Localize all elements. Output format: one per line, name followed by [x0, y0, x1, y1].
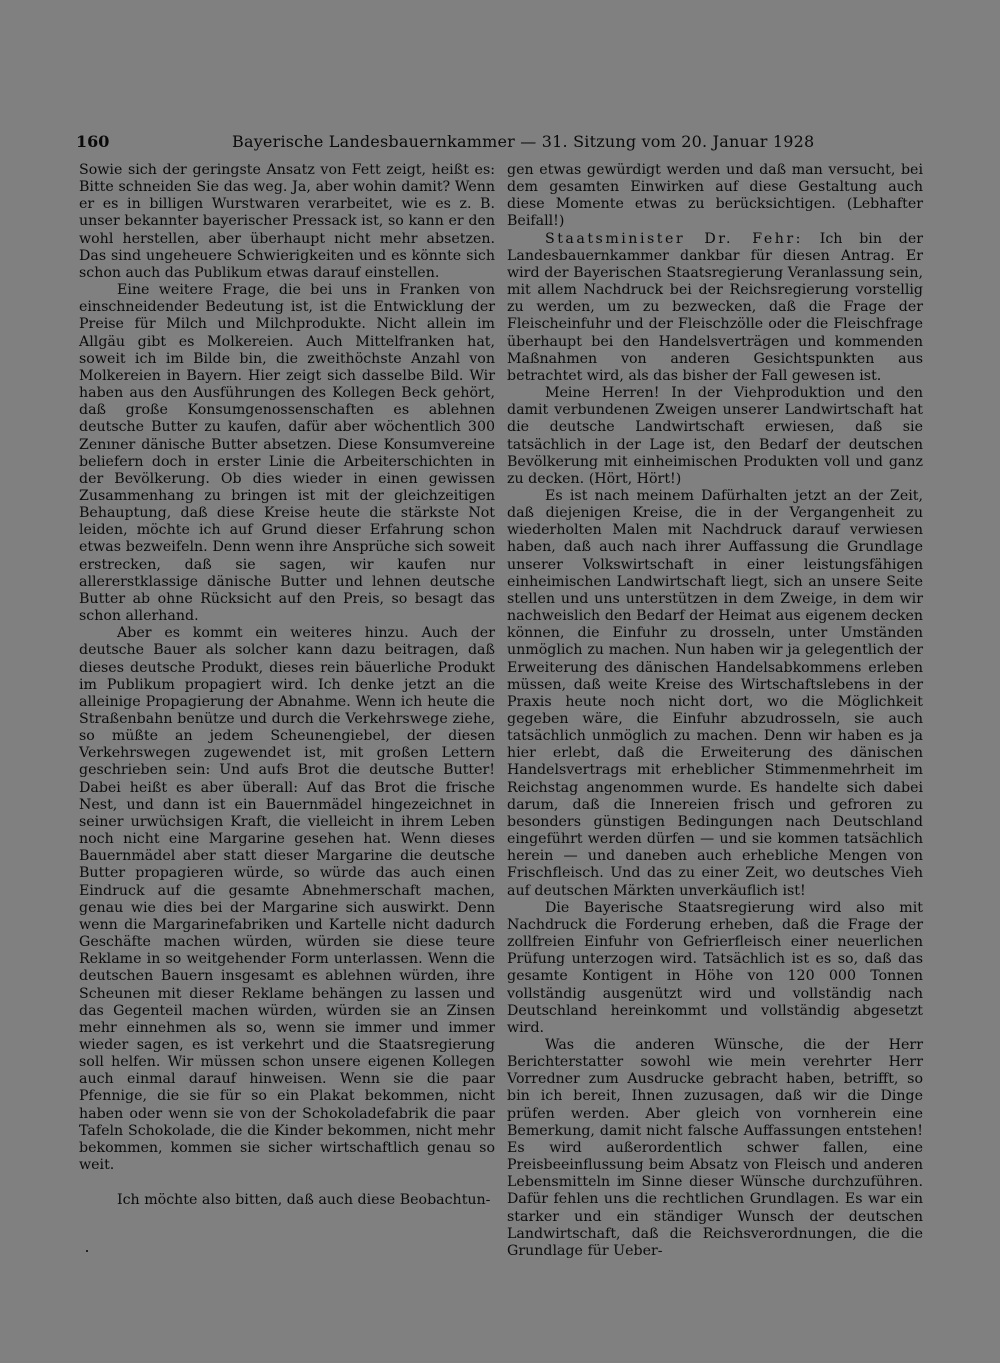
speaker-paragraph: [507, 231, 923, 385]
right-column: [507, 162, 923, 1260]
closing-paragraph: Ich möchte also bitten, daß auch diese Beobachtun-: [117, 1192, 491, 1209]
paragraph: Was die anderen Wünsche, die der Herr Berichterstatter sowohl wie mein verehrter Herr Vorredner zum Ausdrucke gebracht haben, betrifft, so bin ich bereit, Ihnen zuzusagen, daß wir die Dinge prüfen werden. Aber gleich von vornherein eine Bemerkung, damit nicht falsche Auffassungen entstehen! Es wird außerordentlich schwer fallen, eine Preisbeeinflussung beim Absatz von Fleisch und anderen Lebensmitteln im Sinne dieser Wünsche durchzuführen. Dafür fehlen uns die rechtlichen Grundlagen. Es war ein starker und ein ständiger Wunsch der deutschen Landwirtschaft, daß die Reichsverordnungen, die die Grundlage für Ueber-: [507, 1036, 923, 1259]
paragraph: Meine Herren! In der Viehproduktion und den damit verbundenen Zweigen unserer Landwirtschaft hat die deutsche Landwirtschaft erwiesen, daß sie tatsächlich in der Lage ist, den Bedarf der deutschen Bevölkerung mit einheimischen Produkten voll und ganz zu decken. (Hört, Hört!): [507, 385, 923, 487]
running-title: Bayerische Landesbauernkammer — 31. Sitzung vom 20. Januar 1928: [232, 132, 815, 151]
paragraph: Aber es kommt ein weiteres hinzu. Auch der deutsche Bauer als solcher kann dazu beitragen, daß dieses deutsche Produkt, dieses rein bäuerliche Produkt im Publikum propagiert wird. Ich denke jetzt an die alleinige Propagierung der Abnahme. Wenn ich heute die Straßenbahn benütze und durch die Verkehrswege ziehe, so müßte an jedem Scheunengiebel, der diesen Verkehrswegen zugewendet ist, mit großen Lettern geschrieben sein: Und aufs Brot die deutsche Butter! Dabei heißt es aber überall: Auf das Brot die frische Nest, und dann ist ein Bauernmädel hingezeichnet in seiner urwüchsigen Kraft, die vielleicht in ihrem Leben noch nicht eine Margarine gesehen hat. Wenn dieses Bauernmädel aber statt dieser Margarine die deutsche Butter propagieren würde, so würde das auch einen Eindruck auf die gesamte Abnehmerschaft machen, genau wie dies bei der Margarine sich auswirkt. Denn wenn die Margarinefabriken und Kartelle nicht dadurch Geschäfte machen würden, würden sie diese teure Reklame in so weitgehender Form unterlassen. Wenn die deutschen Bauern insgesamt es ablehnen würden, ihre Scheunen mit dieser Reklame behängen zu lassen und das Gegenteil machen würden, würden sie an Zinsen mehr einnehmen als so, wenn sie immer und immer wieder sagen, es ist verkehrt und die Staatsregierung soll helfen. Wir müssen schon unsere eigenen Kollegen auch einmal darauf hinweisen. Wenn sie die paar Pfennige, die sie für so ein Plakat bekommen, nicht haben oder wenn sie von der Schokoladefabrik die paar Tafeln Schokolade, die die Kinder bekommen, nicht mehr bekommen, kommen sie sicher wirtschaftlich genau so weit.: [79, 625, 495, 1174]
speech-text: Ich bin der Landesbauernkammer dankbar für diesen Antrag. Er wird der Bayerischen Staatsregierung Veranlassung sein, mit allem Nachdruck bei der Reichsregierung vorstellig zu werden, um zu bezwecken, daß die Frage der Fleischeinfuhr und der Fleischzölle oder die Fleischfrage überhaupt bei den Handelsverträgen und kommenden Maßnahmen von anderen Gesichtspunkten aus betrachtet wird, als das bisher der Fall gewesen ist.: [507, 230, 923, 384]
paragraph: Die Bayerische Staatsregierung wird also mit Nachdruck die Forderung erheben, daß die Frage der zollfreien Einfuhr von Gefrierfleisch einer neuerlichen Prüfung unterzogen wird. Tatsächlich ist es so, daß das gesamte Kontigent in Höhe von 120 000 Tonnen vollständig ausgenützt wird und vollständig nach Deutschland hereinkommt und vollständig abgesetzt wird.: [507, 899, 923, 1036]
paragraph: Sowie sich der geringste Ansatz von Fett zeigt, heißt es: Bitte schneiden Sie das weg. Ja, aber wohin damit? Wenn er es in billigen Wurstwaren verarbeitet, wie es z. B. unser bekannter bayerischer Pressack ist, so kann er den wohl herstellen, aber überhaupt nicht mehr absetzen. Das sind ungeheuere Schwierigkeiten und es könnte sich schon auch das Publikum etwas darauf einstellen.: [79, 162, 495, 281]
page-number: 160: [76, 132, 110, 151]
paragraph: gen etwas gewürdigt werden und daß man versucht, bei dem gesamten Einwirken auf diese Gestaltung auch diese Momente etwas zu berücksichtigen. (Lebhafter Beifall!): [507, 162, 923, 230]
paragraph: Es ist nach meinem Dafürhalten jetzt an der Zeit, daß diejenigen Kreise, die in der Vergangenheit zu wiederholten Malen mit Nachdruck darauf verwiesen haben, daß auch nach ihrer Auffassung die Grundlage unserer Volkswirtschaft in einer leistungsfähigen einheimischen Landwirtschaft liegt, sich an unsere Seite stellen und uns unterstützen in dem Zweige, in dem wir nachweislich den Bedarf der Heimat aus eigenem decken können, die Einfuhr zu drosseln, unter Umständen unmöglich zu machen. Nun haben wir ja gelegentlich der Erweiterung des dänischen Handelsabkommens erleben müssen, daß weite Kreise des Wirtschaftslebens in der Praxis heute noch nicht dort, wo die Möglichkeit gegeben wäre, die Einfuhr abzudrosseln, sie auch tatsächlich unmöglich zu machen. Denn wir haben es ja hier erlebt, daß die Erweiterung des dänischen Handelsvertrags mit erheblicher Stimmenmehrheit im Reichstag angenommen wurde. Es handelte sich dabei darum, daß die Innereien frisch und gefroren zu besonders günstigen Bedingungen nach Deutschland eingeführt werden dürfen — und sie kommen tatsächlich herein — und daneben auch erhebliche Mengen von Frischfleisch. Und das zu einer Zeit, wo deutsches Vieh auf deutschen Märkten unverkäuflich ist!: [507, 487, 923, 899]
paragraph: Eine weitere Frage, die bei uns in Franken von einschneidender Bedeutung ist, ist die Entwicklung der Preise für Milch und Milchprodukte. Nicht allein im Allgäu gibt es Molkereien. Auch Mittelfranken hat, soweit ich im Bilde bin, die zweithöchste Anzahl von Molkereien in Bayern. Hier zeigt sich dasselbe Bild. Wir haben aus den Ausführungen des Kollegen Beck gehört, daß große Konsumgenossenschaften es ablehnen deutsche Butter zu kaufen, dafür aber wöchentlich 300 Zenıner dänische Butter absetzen. Diese Konsumvereine beliefern doch in erster Linie die Arbeiterschichten in der Bevölkerung. Ob dies wieder in einen gewissen Zusammenhang zu bringen ist mit der gleichzeitigen Behauptung, daß diese Kreise heute die stärkste Not leiden, möchte ich auf Grund dieser Erfahrung schon etwas bezweifeln. Denn wenn ihre Ansprüche sich soweit erstrecken, daß sie sagen, wir kaufen nur allererstklassige dänische Butter und lehnen deutsche Butter ab ohne Rücksicht auf den Preis, so besagt das schon allerhand.: [79, 282, 495, 625]
speaker-name: Staatsminister Dr. Fehr:: [545, 230, 803, 247]
page-speck: [86, 1250, 88, 1252]
left-column: [79, 162, 495, 1209]
